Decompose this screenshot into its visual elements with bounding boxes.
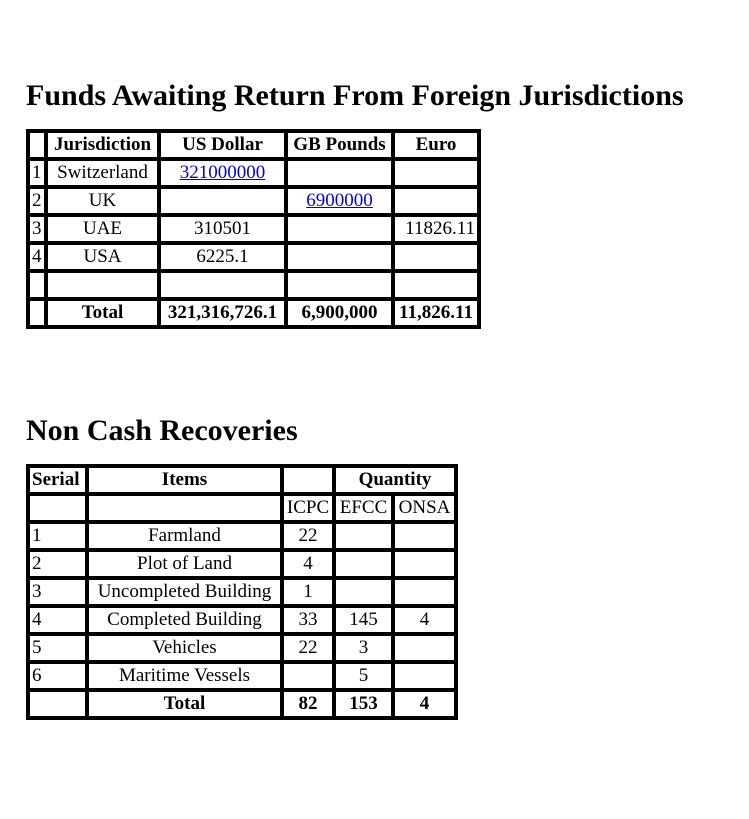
serial-cell: 2 (28, 550, 87, 578)
item-cell: Completed Building (87, 606, 282, 634)
serial-cell: 4 (28, 606, 87, 634)
funds-heading: Funds Awaiting Return From Foreign Jurisdictions (26, 79, 684, 112)
efcc-cell (334, 550, 393, 578)
header-items: Items (87, 466, 282, 494)
row-number: 2 (28, 187, 46, 215)
subheader-onsa: ONSA (393, 494, 456, 522)
gbp-cell (286, 159, 393, 187)
item-cell: Maritime Vessels (87, 662, 282, 690)
item-cell: Uncompleted Building (87, 578, 282, 606)
jurisdiction-cell: USA (46, 243, 159, 271)
item-cell: Farmland (87, 522, 282, 550)
row-number: 3 (28, 215, 46, 243)
icpc-cell: 4 (282, 550, 334, 578)
empty-cell (28, 494, 87, 522)
usd-cell (159, 159, 286, 187)
empty-cell (28, 271, 46, 299)
funds-header-jurisdiction: Jurisdiction (46, 131, 159, 159)
efcc-cell (334, 522, 393, 550)
total-onsa: 4 (393, 690, 456, 718)
onsa-cell (393, 662, 456, 690)
jurisdiction-cell: UK (46, 187, 159, 215)
usd-cell (159, 187, 286, 215)
eur-cell (393, 159, 479, 187)
subheader-icpc: ICPC (282, 494, 334, 522)
table-row (28, 550, 456, 578)
header-serial: Serial (28, 466, 87, 494)
row-number: 4 (28, 243, 46, 271)
gbp-amount-link[interactable]: 6900000 (306, 190, 373, 211)
empty-row (28, 271, 479, 299)
empty-cell (46, 271, 159, 299)
table-row (28, 215, 479, 243)
total-label: Total (87, 690, 282, 718)
empty-cell (87, 494, 282, 522)
funds-header-eur: Euro (393, 131, 479, 159)
efcc-cell: 145 (334, 606, 393, 634)
table-row (28, 606, 456, 634)
icpc-cell: 22 (282, 522, 334, 550)
jurisdiction-cell: UAE (46, 215, 159, 243)
funds-table (26, 129, 481, 329)
row-number: 1 (28, 159, 46, 187)
recoveries-table (26, 464, 458, 720)
gbp-cell (286, 243, 393, 271)
icpc-cell (282, 662, 334, 690)
empty-cell (393, 271, 479, 299)
table-row (28, 578, 456, 606)
funds-header-row (28, 131, 479, 159)
header-quantity: Quantity (334, 466, 456, 494)
funds-total-row (28, 299, 479, 327)
empty-cell (286, 271, 393, 299)
serial-cell: 1 (28, 522, 87, 550)
total-efcc: 153 (334, 690, 393, 718)
table-row (28, 634, 456, 662)
empty-cell (28, 299, 46, 327)
empty-cell (28, 690, 87, 718)
funds-header-gbp: GB Pounds (286, 131, 393, 159)
item-cell: Plot of Land (87, 550, 282, 578)
onsa-cell (393, 578, 456, 606)
onsa-cell (393, 522, 456, 550)
icpc-cell: 1 (282, 578, 334, 606)
funds-header-num (28, 131, 46, 159)
recoveries-total-row (28, 690, 456, 718)
usd-cell: 310501 (159, 215, 286, 243)
jurisdiction-cell: Switzerland (46, 159, 159, 187)
icpc-cell: 22 (282, 634, 334, 662)
recoveries-subheader-row (28, 494, 456, 522)
total-eur: 11,826.11 (393, 299, 479, 327)
usd-amount-link[interactable]: 321000000 (179, 162, 266, 183)
serial-cell: 5 (28, 634, 87, 662)
table-row (28, 522, 456, 550)
recoveries-heading: Non Cash Recoveries (26, 414, 298, 447)
table-row (28, 159, 479, 187)
eur-cell: 11826.11 (393, 215, 479, 243)
total-gbp: 6,900,000 (286, 299, 393, 327)
serial-cell: 6 (28, 662, 87, 690)
table-row (28, 662, 456, 690)
efcc-cell (334, 578, 393, 606)
efcc-cell: 5 (334, 662, 393, 690)
total-label: Total (46, 299, 159, 327)
eur-cell (393, 187, 479, 215)
table-row (28, 187, 479, 215)
serial-cell: 3 (28, 578, 87, 606)
gbp-cell (286, 187, 393, 215)
onsa-cell (393, 550, 456, 578)
funds-header-usd: US Dollar (159, 131, 286, 159)
total-icpc: 82 (282, 690, 334, 718)
usd-cell: 6225.1 (159, 243, 286, 271)
total-usd: 321,316,726.1 (159, 299, 286, 327)
gbp-cell (286, 215, 393, 243)
recoveries-header-row (28, 466, 456, 494)
item-cell: Vehicles (87, 634, 282, 662)
table-row (28, 243, 479, 271)
onsa-cell (393, 634, 456, 662)
icpc-cell: 33 (282, 606, 334, 634)
subheader-efcc: EFCC (334, 494, 393, 522)
header-blank (282, 466, 334, 494)
onsa-cell: 4 (393, 606, 456, 634)
empty-cell (159, 271, 286, 299)
eur-cell (393, 243, 479, 271)
efcc-cell: 3 (334, 634, 393, 662)
